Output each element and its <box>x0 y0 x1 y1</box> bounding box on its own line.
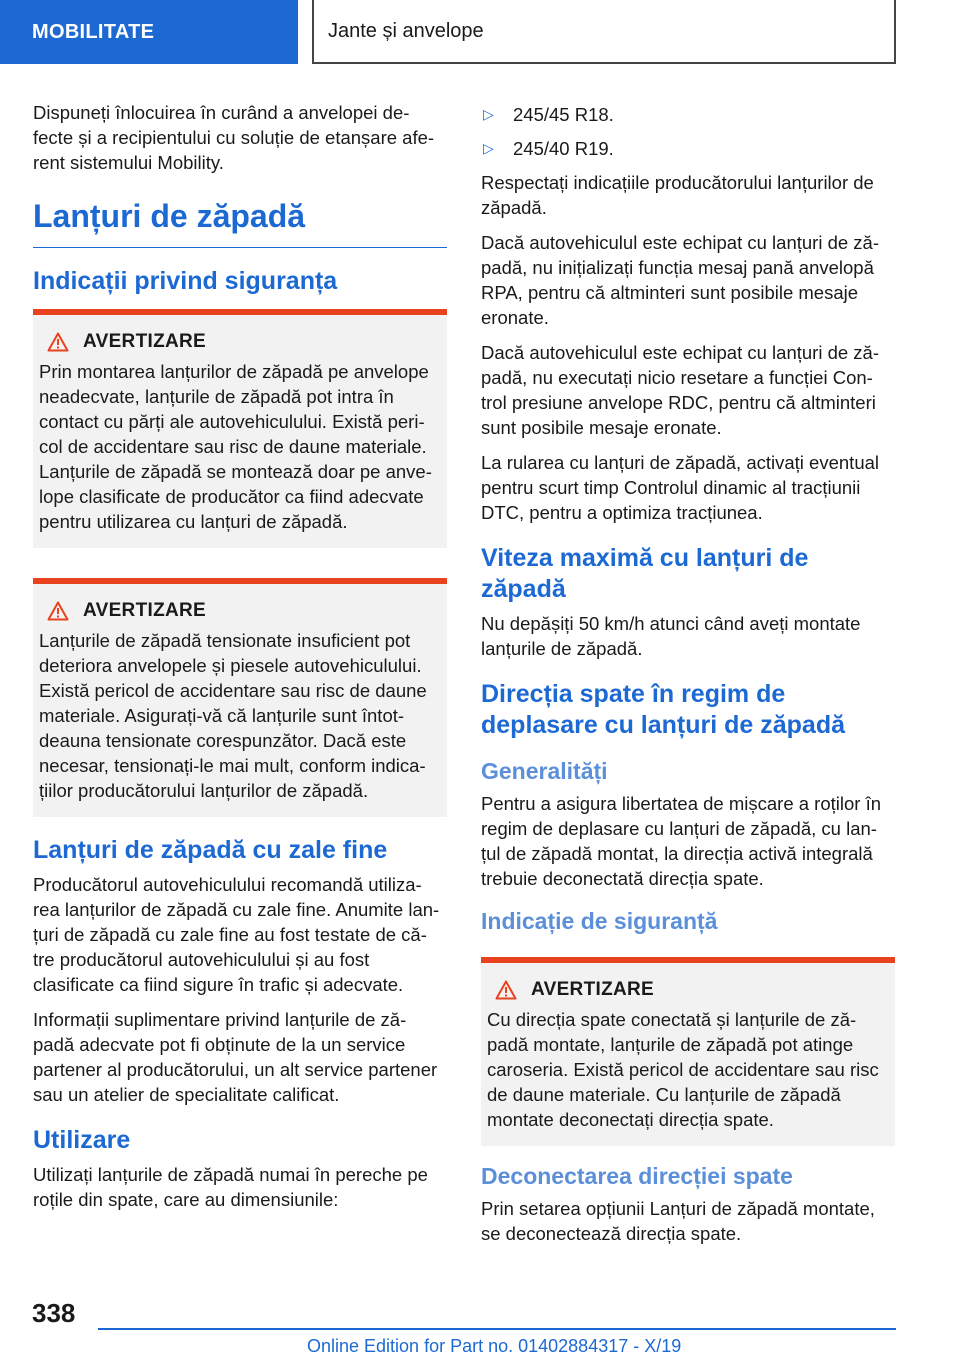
warning-text: Lanțurile de zăpadă tensionate insuficient pot deteriora anvelopele și piesele autovehiculului. Există pericol de accidentare sau risc de daune materiale. Asigurați-vă că lanțurile sunt întot-deauna tensionate corespunzător. Dacă este necesar, tensionați-le mai mult, conform indica-țiilor producătorului lanțurilor de zăpadă. <box>39 630 427 801</box>
speed-paragraph: Nu depășiți 50 km/h atunci când aveți montate lanțurile de zăpadă. <box>481 613 861 659</box>
general-heading: Generalități <box>481 758 608 784</box>
paragraph: La rularea cu lanțuri de zăpadă, activați eventual pentru scurt timp Controlul dinamic al tracțiunii DTC, pentru a optimiza tracțiunea. <box>481 452 880 523</box>
paragraph: Respectați indicațiile producătorului lanțurilor de zăpadă. <box>481 172 874 218</box>
safety-heading: Indicații privind siguranța <box>33 267 338 295</box>
warning-triangle-icon <box>495 980 517 1000</box>
warning-triangle-icon <box>47 332 69 352</box>
disconnect-heading: Deconectarea direcției spate <box>481 1163 793 1189</box>
safety-heading-2: Indicație de siguranță <box>481 908 718 934</box>
warning-text: Prin montarea lanțurilor de zăpadă pe anvelope neadecvate, lanțurile de zăpadă pot intra în contact cu părți ale autovehiculului. Există peri-col de accidentare sau risc de daune materiale. Lanțurile de zăpadă se montează doar pe anve-lope clasificate de producător ca fiind adecvate pentru utilizarea cu lanțuri de zăpadă. <box>39 361 432 532</box>
header-section: MOBILITATE <box>0 0 298 64</box>
page-number: 338 <box>32 1298 76 1328</box>
list-item: ▷ 245/40 R19. <box>483 138 614 159</box>
footer-edition: Online Edition for Part no. 01402884317 - X/19 <box>307 1336 682 1356</box>
speed-heading: Viteza maximă cu lanțuri de zăpadă <box>481 544 809 603</box>
footer-divider <box>98 1328 896 1330</box>
use-paragraph: Utilizați lanțurile de zăpadă numai în pereche pe roțile din spate, care au dimensiunile: <box>33 1164 428 1210</box>
general-paragraph: Pentru a asigura libertatea de mișcare a roților în regim de deplasare cu lanțuri de zăpadă, cu lan-țul de zăpadă montat, la direcția activă integrală trebuie deconectată direcția spate. <box>481 793 882 889</box>
paragraph: Dacă autovehiculul este echipat cu lanțuri de ză-padă, nu executați nicio resetare a funcției Con-trol presiune anvelope RDC, pentru că altminteri sunt posibile mesaje eronate. <box>481 342 879 438</box>
paragraph: Dacă autovehiculul este echipat cu lanțuri de ză-padă, nu inițializați funcția mesaj pană anvelopă RPA, pentru că altminteri sunt posibile mesaje eronate. <box>481 232 879 328</box>
warning-title: AVERTIZARE <box>83 600 206 621</box>
triangle-bullet-icon: ▷ <box>483 106 494 122</box>
warning-text: Cu direcția spate conectată și lanțurile de ză-padă montate, lanțurile de zăpadă pot atinge caroseria. Există pericol de accidentare sau risc de daune materiale. Cu lanțurile de zăpadă montate deconectați direcția spate. <box>487 1009 879 1130</box>
warning-title: AVERTIZARE <box>83 331 206 352</box>
list-item: ▷ 245/45 R18. <box>483 104 614 125</box>
warning-box-2 <box>33 578 447 817</box>
left-column <box>33 100 447 1222</box>
rear-steering-heading: Direcția spate în regim de deplasare cu lanțuri de zăpadă <box>481 680 846 739</box>
disconnect-paragraph: Prin setarea opțiunii Lanțuri de zăpadă montate, se deconectează direcția spate. <box>481 1198 875 1244</box>
fine-chains-paragraph-1: Producătorul autovehiculului recomandă utiliza-rea lanțurilor de zăpadă cu zale fine. Anumite lan-țuri de zăpadă cu zale fine au fost testate de că-tre producătorul autovehiculului și au fost clasificate ca fiind sigure în trafic și adecvate. <box>33 874 440 995</box>
triangle-bullet-icon: ▷ <box>483 140 494 156</box>
warning-triangle-icon <box>47 601 69 621</box>
warning-title: AVERTIZARE <box>531 979 654 1000</box>
tire-size-list <box>481 102 895 161</box>
use-heading: Utilizare <box>33 1126 131 1154</box>
fine-chains-paragraph-2: Informații suplimentare privind lanțurile de ză-padă adecvate pot fi obținute de la un service partener al producătorului, un alt service partener sau un atelier de specialitate calificat. <box>33 1009 438 1105</box>
warning-box-1 <box>33 309 447 548</box>
warning-box-3 <box>481 957 895 1146</box>
header-chapter: Jante și anvelope <box>312 0 896 64</box>
right-column <box>481 100 895 1256</box>
fine-chains-heading: Lanțuri de zăpadă cu zale fine <box>33 836 388 864</box>
intro-paragraph: Dispuneți înlocuirea în curând a anvelopei de-fecte și a recipientului cu soluție de etanșare afe-rent sistemului Mobility. <box>33 102 435 173</box>
page-title: Lanțuri de zăpadă <box>33 197 447 248</box>
